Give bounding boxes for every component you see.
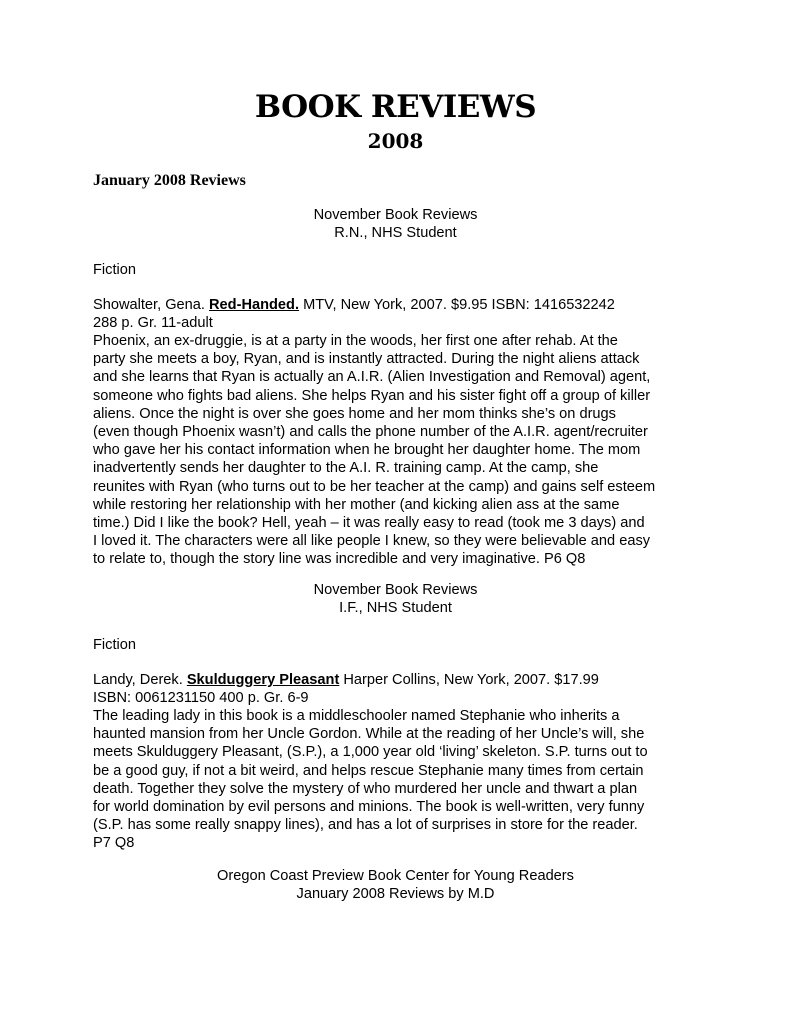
citation-line-2: 288 p. Gr. 11-adult <box>93 315 213 332</box>
review-1-genre: Fiction <box>93 262 136 278</box>
review-text-line: death. Together they solve the mystery of who murdered her uncle and thwart a plan <box>93 780 638 797</box>
review-header-line: November Book Reviews <box>313 582 478 598</box>
review-2-citation <box>93 671 713 707</box>
review-text-line: while restoring her relationship with her mother (and kicking alien ass at the same <box>93 496 620 513</box>
review-text-line: for world domination by evil persons and minions. The book is well-written, very funny <box>93 799 645 816</box>
citation-publisher: MTV, New York, 2007. $9.95 ISBN: 1416532242 <box>299 297 615 313</box>
footer-credit: January 2008 Reviews by M.D <box>296 886 495 903</box>
review-text-line: Phoenix, an ex-druggie, is at a party in the woods, her first one after rehab. At the <box>93 333 618 349</box>
review-text-line: P7 Q8 <box>93 835 135 852</box>
reviewer-line: I.F., NHS Student <box>339 600 452 617</box>
review-text-line: haunted mansion from her Uncle Gordon. While at the reading of her Uncle’s will, she <box>93 726 645 743</box>
review-1-citation <box>93 296 713 332</box>
review-text-line: (even though Phoenix wasn’t) and calls the phone number of the A.I.R. agent/recruiter <box>93 424 648 441</box>
citation-author: Showalter, Gena. <box>93 297 210 313</box>
footer-organization: Oregon Coast Preview Book Center for Young Readers <box>217 868 574 884</box>
review-text-line: who gave her his contact information when he brought her daughter home. The mom <box>93 442 641 459</box>
reviewer-line: R.N., NHS Student <box>334 225 457 242</box>
review-text-line: time.) Did I like the book? Hell, yeah – it was really easy to read (took me 3 days) and <box>93 515 645 532</box>
document-title: BOOK REVIEWS <box>254 89 537 125</box>
review-text-line: The leading lady in this book is a middleschooler named Stephanie who inherits a <box>93 708 620 724</box>
review-2-body <box>93 707 713 853</box>
citation-line <box>93 296 713 314</box>
review-text-line: I loved it. The characters were all like people I knew, so they were believable and easy <box>93 533 651 550</box>
review-text-line: someone who fights bad aliens. She helps Ryan and his sister fight off a group of killer <box>93 387 651 404</box>
book-title: Red-Handed. <box>209 297 300 313</box>
review-header-line: November Book Reviews <box>313 207 478 223</box>
review-1-body <box>93 332 713 569</box>
review-text-line: (S.P. has some really snappy lines), and has a lot of surprises in store for the reader. <box>93 817 638 834</box>
review-text-line: meets Skulduggery Pleasant, (S.P.), a 1,000 year old ‘living’ skeleton. S.P. turns out to <box>93 744 648 761</box>
review-text-line: party she meets a boy, Ryan, and is instantly attracted. During the night aliens attack <box>93 351 640 368</box>
review-2-genre: Fiction <box>93 637 136 653</box>
review-text-line: and she learns that Ryan is actually an A.I.R. (Alien Investigation and Removal) agent, <box>93 369 651 386</box>
review-1-header <box>0 206 791 242</box>
citation-author: Landy, Derek. <box>93 672 187 688</box>
month-heading: January 2008 Reviews <box>93 172 246 189</box>
review-2-header <box>0 581 791 617</box>
citation-line <box>93 671 713 689</box>
book-title: Skulduggery Pleasant <box>186 672 340 688</box>
review-text-line: be a good guy, if not a bit weird, and helps rescue Stephanie many times from certain <box>93 762 644 779</box>
document-footer <box>0 867 791 903</box>
citation-line-2: ISBN: 0061231150 400 p. Gr. 6-9 <box>93 690 309 707</box>
review-text-line: reunites with Ryan (who turns out to be her teacher at the camp) and gains self esteem <box>93 478 656 495</box>
citation-publisher: Harper Collins, New York, 2007. $17.99 <box>339 672 599 688</box>
document-year: 2008 <box>367 129 424 153</box>
review-text-line: inadvertently sends her daughter to the A.I. R. training camp. At the camp, she <box>93 460 599 477</box>
review-text-line: aliens. Once the night is over she goes home and her mom thinks she’s on drugs <box>93 405 616 422</box>
review-text-line: to relate to, though the story line was incredible and very imaginative. P6 Q8 <box>93 551 586 568</box>
